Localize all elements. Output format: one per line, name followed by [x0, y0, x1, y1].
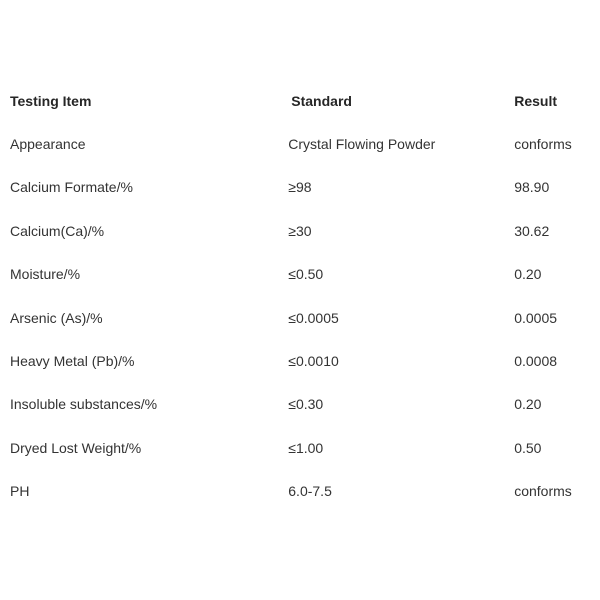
- table-row: [10, 209, 590, 252]
- table-row: [10, 122, 590, 165]
- table-header-row: [10, 79, 590, 122]
- header-result: Result: [514, 92, 558, 109]
- cell-testing-item: Heavy Metal (Pb)/%: [10, 353, 135, 370]
- cell-standard: ≤0.0005: [288, 309, 339, 326]
- specification-table: [10, 79, 590, 513]
- cell-testing-item: PH: [10, 483, 30, 500]
- cell-standard: ≤0.0010: [288, 353, 339, 370]
- cell-testing-item: Calcium(Ca)/%: [10, 222, 105, 239]
- cell-result: 0.0008: [514, 353, 558, 370]
- cell-testing-item: Dryed Lost Weight/%: [10, 439, 142, 456]
- cell-testing-item: Calcium Formate/%: [10, 179, 133, 196]
- cell-result: 0.20: [514, 266, 542, 283]
- cell-testing-item: Appearance: [10, 136, 86, 153]
- table-row: [10, 383, 590, 426]
- table-row: [10, 470, 590, 513]
- cell-result: 0.20: [514, 396, 542, 413]
- cell-standard: ≥98: [288, 179, 312, 196]
- cell-testing-item: Insoluble substances/%: [10, 396, 158, 413]
- header-standard: Standard: [291, 92, 352, 109]
- cell-standard: Crystal Flowing Powder: [288, 136, 436, 153]
- table-row: [10, 253, 590, 296]
- header-testing-item: Testing Item: [10, 92, 92, 109]
- table-body: [10, 122, 590, 513]
- cell-testing-item: Arsenic (As)/%: [10, 309, 103, 326]
- cell-standard: 6.0-7.5: [288, 483, 332, 500]
- table-row: [10, 166, 590, 209]
- cell-standard: ≤1.00: [288, 439, 324, 456]
- cell-result: 30.62: [514, 222, 550, 239]
- cell-testing-item: Moisture/%: [10, 266, 81, 283]
- cell-result: 0.50: [514, 439, 542, 456]
- cell-standard: ≤0.30: [288, 396, 324, 413]
- cell-result: conforms: [514, 483, 572, 500]
- table-header: [10, 79, 590, 122]
- table-row: [10, 339, 590, 382]
- cell-result: 98.90: [514, 179, 550, 196]
- cell-standard: ≤0.50: [288, 266, 324, 283]
- cell-result: 0.0005: [514, 309, 558, 326]
- cell-standard: ≥30: [288, 222, 312, 239]
- cell-result: conforms: [514, 136, 572, 153]
- table-row: [10, 426, 590, 469]
- table-row: [10, 296, 590, 339]
